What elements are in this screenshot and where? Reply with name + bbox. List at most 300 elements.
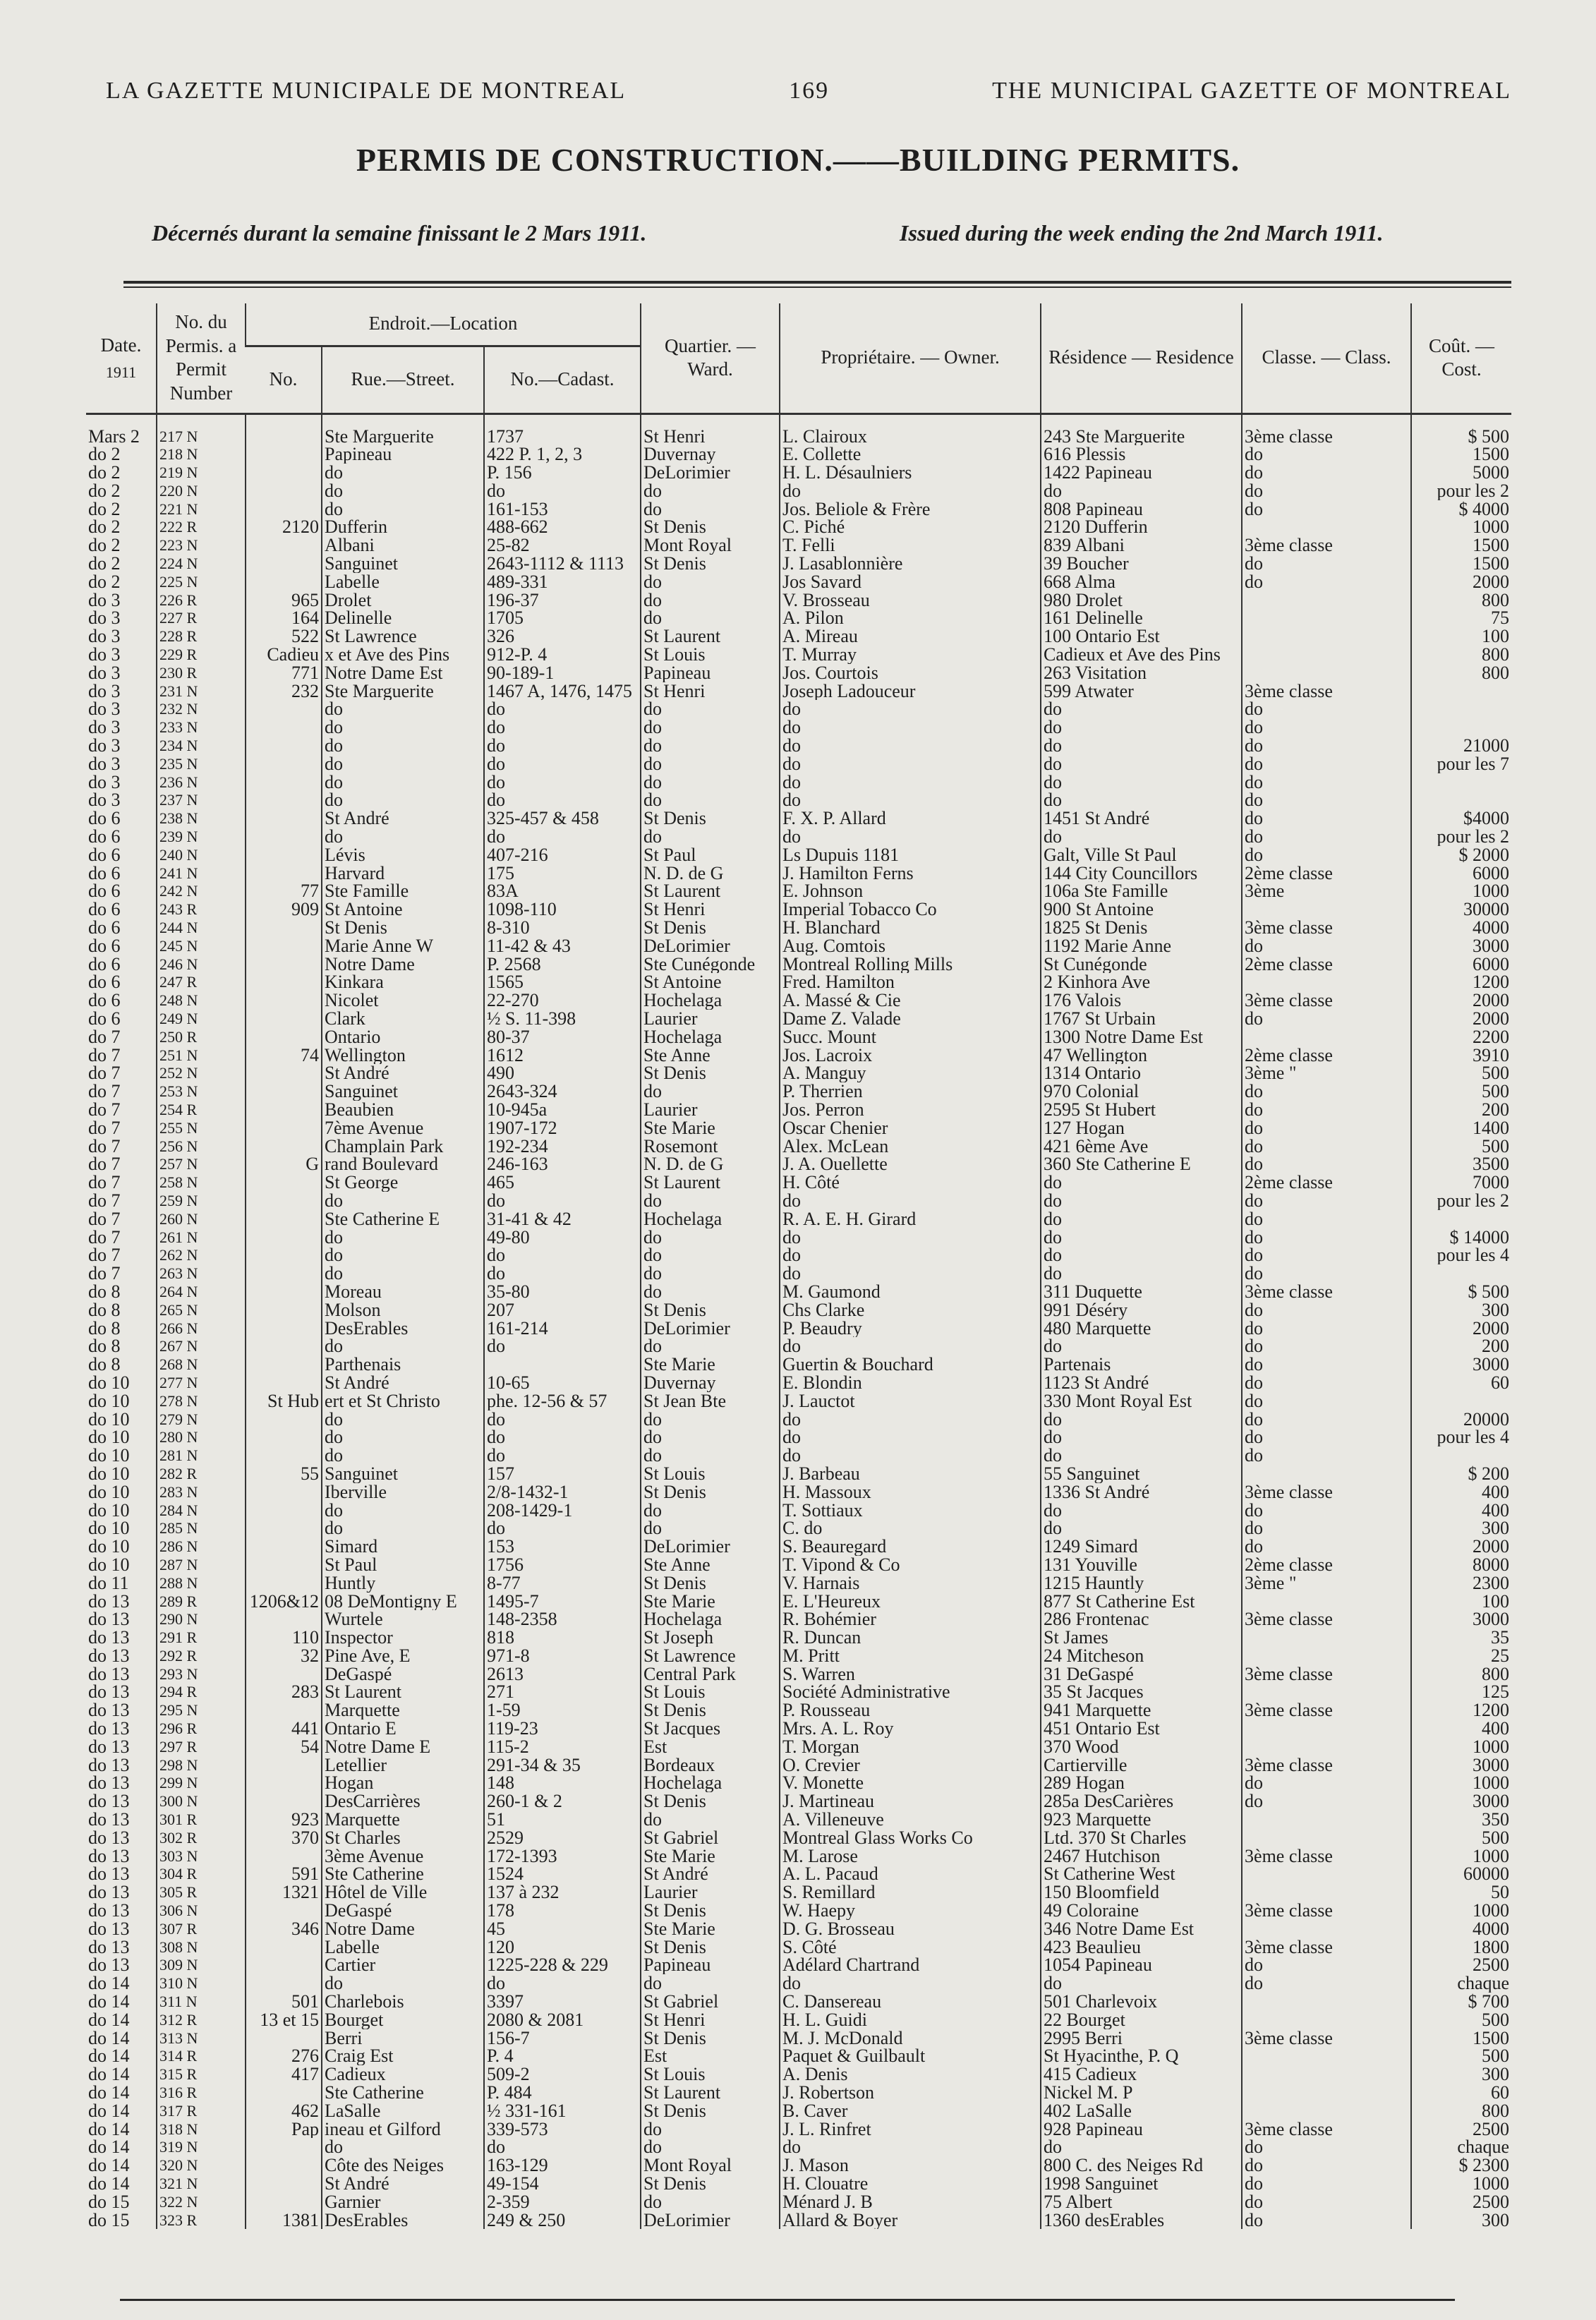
cell-cadastre: 1737 bbox=[484, 413, 641, 445]
table-row bbox=[86, 1938, 1511, 1957]
cell-cost: 2500 bbox=[1411, 2193, 1511, 2211]
cell-cadastre: 51 bbox=[484, 1811, 641, 1829]
cell-street: Ontario E bbox=[322, 1720, 484, 1738]
cell-street: x et Ave des Pins bbox=[322, 646, 484, 664]
cell-street: ineau et Gilford bbox=[322, 2120, 484, 2139]
cell-ward: do bbox=[641, 1410, 780, 1429]
cell-class bbox=[1242, 1811, 1411, 1829]
cell-date: do 13 bbox=[88, 1938, 130, 1957]
col-cost: Coût. — Cost. bbox=[1411, 303, 1511, 413]
cell-number bbox=[246, 1228, 322, 1247]
cell-cost: 3500 bbox=[1411, 1155, 1511, 1173]
cell-cadastre: 1225-228 & 229 bbox=[484, 1956, 641, 1974]
cell-permit: 249 N bbox=[157, 1010, 246, 1028]
cell-cost: 2000 bbox=[1411, 573, 1511, 591]
cell-street: Albani bbox=[322, 536, 484, 555]
cell-ward: St Denis bbox=[641, 2175, 780, 2193]
cell-ward: Duvernay bbox=[641, 1374, 780, 1392]
cell-permit: 261 N bbox=[157, 1228, 246, 1247]
permits-table-wrap bbox=[86, 303, 1511, 2229]
cell-residence: 423 Beaulieu bbox=[1041, 1938, 1242, 1957]
cell-cost: 800 bbox=[1411, 1665, 1511, 1684]
cell-owner: A. Pilon bbox=[780, 609, 1041, 627]
table-row bbox=[86, 1101, 1511, 1119]
table-row bbox=[86, 1556, 1511, 1574]
cell-street: Delinelle bbox=[322, 609, 484, 627]
table-row bbox=[86, 1119, 1511, 1137]
cell-cost: 20000 bbox=[1411, 1410, 1511, 1429]
cell-residence: do bbox=[1041, 482, 1242, 500]
table-row bbox=[86, 1173, 1511, 1192]
cell-date: do 10 bbox=[88, 1373, 130, 1392]
cell-street: Ste Catherine bbox=[322, 2084, 484, 2102]
cell-owner: J. A. Ouellette bbox=[780, 1155, 1041, 1173]
cell-class bbox=[1242, 664, 1411, 682]
cell-cadastre: 1467 A, 1476, 1475 bbox=[484, 682, 641, 701]
table-row bbox=[86, 1192, 1511, 1210]
cell-number bbox=[246, 1502, 322, 1520]
table-row bbox=[86, 1137, 1511, 1156]
cell-permit: 254 R bbox=[157, 1101, 246, 1119]
cell-permit: 314 R bbox=[157, 2047, 246, 2065]
cell-residence: St Catherine West bbox=[1041, 1865, 1242, 1883]
cell-date: do 14 bbox=[88, 2010, 130, 2029]
cell-owner: do bbox=[780, 700, 1041, 718]
cell-number bbox=[246, 413, 322, 445]
cell-ward: do bbox=[641, 2138, 780, 2156]
cell-cost bbox=[1411, 718, 1511, 737]
cell-owner: Ls Dupuis 1181 bbox=[780, 846, 1041, 864]
cell-class: 3ème bbox=[1242, 882, 1411, 900]
cell-cost: 100 bbox=[1411, 627, 1511, 646]
cell-street: Sanguinet bbox=[322, 1465, 484, 1483]
cell-number bbox=[246, 1519, 322, 1537]
cell-owner: Imperial Tobacco Co bbox=[780, 900, 1041, 919]
cell-owner: S. Beauregard bbox=[780, 1537, 1041, 1556]
cell-cadastre: 1565 bbox=[484, 973, 641, 991]
cell-residence: do bbox=[1041, 828, 1242, 846]
cell-date: do 10 bbox=[88, 1555, 130, 1574]
cell-number bbox=[246, 1374, 322, 1392]
cell-residence: do bbox=[1041, 1192, 1242, 1210]
cell-class: 3ème classe bbox=[1242, 2120, 1411, 2139]
cell-date: do 13 bbox=[88, 1610, 130, 1629]
cell-owner: C. do bbox=[780, 1519, 1041, 1537]
cell-number bbox=[246, 864, 322, 883]
table-row bbox=[86, 536, 1511, 555]
cell-cadastre: 325-457 & 458 bbox=[484, 809, 641, 828]
table-row bbox=[86, 1483, 1511, 1502]
table-row bbox=[86, 2029, 1511, 2048]
cell-date: do 8 bbox=[88, 1282, 121, 1301]
cell-street: Moreau bbox=[322, 1283, 484, 1301]
cell-residence: do bbox=[1041, 1337, 1242, 1355]
cell-owner: M. Larose bbox=[780, 1847, 1041, 1866]
cell-permit: 258 N bbox=[157, 1173, 246, 1192]
table-row bbox=[86, 2156, 1511, 2175]
cell-ward: Laurier bbox=[641, 1101, 780, 1119]
cell-street: Labelle bbox=[322, 573, 484, 591]
cell-class bbox=[1242, 518, 1411, 536]
cell-owner: E. Blondin bbox=[780, 1374, 1041, 1392]
top-rule-thin bbox=[123, 286, 1511, 288]
cell-class: do bbox=[1242, 1319, 1411, 1338]
cell-cadastre: 326 bbox=[484, 627, 641, 646]
cell-permit: 223 N bbox=[157, 536, 246, 555]
cell-permit: 302 R bbox=[157, 1829, 246, 1847]
cell-cadastre: 45 bbox=[484, 1920, 641, 1938]
cell-cost: 300 bbox=[1411, 2065, 1511, 2084]
cell-ward: St Jacques bbox=[641, 1720, 780, 1738]
cell-owner: T. Morgan bbox=[780, 1738, 1041, 1756]
cell-street: St Paul bbox=[322, 1556, 484, 1574]
cell-residence: 1767 St Urbain bbox=[1041, 1010, 1242, 1028]
cell-number: 462 bbox=[246, 2102, 322, 2120]
cell-date: do 7 bbox=[88, 1191, 121, 1210]
cell-owner: E. Johnson bbox=[780, 882, 1041, 900]
cell-number bbox=[246, 2156, 322, 2175]
cell-ward: St Denis bbox=[641, 1938, 780, 1957]
cell-owner: A. Villeneuve bbox=[780, 1811, 1041, 1829]
cell-date: do 2 bbox=[88, 500, 121, 519]
cell-cadastre: 489-331 bbox=[484, 573, 641, 591]
col-date bbox=[86, 303, 157, 413]
cell-street: Notre Dame Est bbox=[322, 664, 484, 682]
table-row bbox=[86, 864, 1511, 883]
col-year-label: 1911 bbox=[105, 363, 137, 382]
cell-residence: 360 Ste Catherine E bbox=[1041, 1155, 1242, 1173]
cell-owner: C. Piché bbox=[780, 518, 1041, 536]
cell-owner: P. Therrien bbox=[780, 1082, 1041, 1101]
cell-cadastre: 260-1 & 2 bbox=[484, 1792, 641, 1811]
cell-cadastre: 163-129 bbox=[484, 2156, 641, 2175]
cell-class bbox=[1242, 1629, 1411, 1647]
cell-residence: Ltd. 370 St Charles bbox=[1041, 1829, 1242, 1847]
table-row bbox=[86, 464, 1511, 482]
cell-ward: do bbox=[641, 773, 780, 792]
cell-cost: 350 bbox=[1411, 1811, 1511, 1829]
cell-street: do bbox=[322, 1974, 484, 1993]
cell-owner: H. L. Guidi bbox=[780, 2011, 1041, 2029]
cell-class: 3ème classe bbox=[1242, 1756, 1411, 1775]
cell-owner: O. Crevier bbox=[780, 1756, 1041, 1775]
cell-class: do bbox=[1242, 1974, 1411, 1993]
cell-owner: R. Bohémier bbox=[780, 1610, 1041, 1629]
cell-date: do 3 bbox=[88, 718, 121, 737]
cell-street: Hogan bbox=[322, 1774, 484, 1792]
cell-date: do 13 bbox=[88, 1720, 130, 1738]
cell-ward: do bbox=[641, 1428, 780, 1446]
cell-residence: 1451 St André bbox=[1041, 809, 1242, 828]
cell-date: do 3 bbox=[88, 646, 121, 664]
cell-ward: do bbox=[641, 500, 780, 519]
cell-number bbox=[246, 846, 322, 864]
cell-owner: W. Haepy bbox=[780, 1902, 1041, 1920]
cell-class: do bbox=[1242, 755, 1411, 773]
cell-cost: 8000 bbox=[1411, 1556, 1511, 1574]
cell-class: do bbox=[1242, 737, 1411, 755]
cell-permit: 242 N bbox=[157, 882, 246, 900]
cell-ward: St Jean Bte bbox=[641, 1392, 780, 1410]
col-street: Rue.—Street. bbox=[322, 346, 484, 413]
cell-cost: 800 bbox=[1411, 591, 1511, 610]
cell-permit: 307 R bbox=[157, 1920, 246, 1938]
cell-cost: 75 bbox=[1411, 609, 1511, 627]
cell-residence: 451 Ontario Est bbox=[1041, 1720, 1242, 1738]
cell-number bbox=[246, 1210, 322, 1228]
cell-permit: 313 N bbox=[157, 2029, 246, 2048]
cell-date: do 14 bbox=[88, 2175, 130, 2193]
cell-residence: Cartierville bbox=[1041, 1756, 1242, 1775]
cell-ward: St Denis bbox=[641, 2029, 780, 2048]
cell-cadastre: do bbox=[484, 1246, 641, 1264]
cell-street: do bbox=[322, 773, 484, 792]
cell-owner: Alex. McLean bbox=[780, 1137, 1041, 1156]
cell-number bbox=[246, 755, 322, 773]
cell-cadastre: 465 bbox=[484, 1173, 641, 1192]
cell-permit: 309 N bbox=[157, 1956, 246, 1974]
cell-residence: Galt, Ville St Paul bbox=[1041, 846, 1242, 864]
table-row bbox=[86, 773, 1511, 792]
cell-cost: 400 bbox=[1411, 1720, 1511, 1738]
cell-date: do 14 bbox=[88, 2047, 130, 2066]
cell-owner: J. Martineau bbox=[780, 1792, 1041, 1811]
cell-owner: Jos. Beliole & Frère bbox=[780, 500, 1041, 519]
permits-table bbox=[86, 303, 1511, 2229]
cell-cost: 30000 bbox=[1411, 900, 1511, 919]
cell-ward: St Gabriel bbox=[641, 1829, 780, 1847]
cell-street: Cartier bbox=[322, 1956, 484, 1974]
table-row bbox=[86, 555, 1511, 573]
cell-owner: Dame Z. Valade bbox=[780, 1010, 1041, 1028]
table-row bbox=[86, 1792, 1511, 1811]
cell-ward: do bbox=[641, 1446, 780, 1465]
cell-class: do bbox=[1242, 1246, 1411, 1264]
cell-permit: 250 R bbox=[157, 1028, 246, 1046]
cell-ward: Est bbox=[641, 2047, 780, 2065]
cell-class bbox=[1242, 609, 1411, 627]
table-row bbox=[86, 591, 1511, 610]
cell-street: Clark bbox=[322, 1010, 484, 1028]
cell-owner: Société Administrative bbox=[780, 1683, 1041, 1701]
cell-street: St George bbox=[322, 1173, 484, 1192]
cell-street: Marquette bbox=[322, 1701, 484, 1720]
table-row bbox=[86, 1993, 1511, 2011]
cell-date: do 3 bbox=[88, 773, 121, 792]
cell-owner: P. Beaudry bbox=[780, 1319, 1041, 1338]
cell-cost bbox=[1411, 1392, 1511, 1410]
cell-permit: 218 N bbox=[157, 445, 246, 464]
cell-cost: 1200 bbox=[1411, 1701, 1511, 1720]
cell-owner: M. Gaumond bbox=[780, 1283, 1041, 1301]
cell-owner: do bbox=[780, 2138, 1041, 2156]
cell-class bbox=[1242, 1647, 1411, 1665]
table-row bbox=[86, 445, 1511, 464]
cell-cost: 1500 bbox=[1411, 536, 1511, 555]
cell-number bbox=[246, 773, 322, 792]
cell-number bbox=[246, 2084, 322, 2102]
cell-owner: S. Remillard bbox=[780, 1883, 1041, 1902]
cell-cadastre: do bbox=[484, 737, 641, 755]
cell-number: 276 bbox=[246, 2047, 322, 2065]
cell-class: do bbox=[1242, 2175, 1411, 2193]
cell-owner: do bbox=[780, 1428, 1041, 1446]
cell-date: do 8 bbox=[88, 1300, 121, 1319]
cell-street: Pine Ave, E bbox=[322, 1647, 484, 1665]
cell-residence: 839 Albani bbox=[1041, 536, 1242, 555]
cell-residence: Nickel M. P bbox=[1041, 2084, 1242, 2102]
cell-street: Sanguinet bbox=[322, 555, 484, 573]
cell-cadastre: 175 bbox=[484, 864, 641, 883]
cell-date: do 7 bbox=[88, 1118, 121, 1137]
cell-permit: 308 N bbox=[157, 1938, 246, 1957]
cell-ward: do bbox=[641, 1337, 780, 1355]
cell-cost: $ 2000 bbox=[1411, 846, 1511, 864]
cell-cost: 3000 bbox=[1411, 1610, 1511, 1629]
cell-ward: Ste Marie bbox=[641, 1920, 780, 1938]
cell-class: do bbox=[1242, 718, 1411, 737]
cell-residence: do bbox=[1041, 718, 1242, 737]
cell-cost: 800 bbox=[1411, 664, 1511, 682]
cell-permit: 317 R bbox=[157, 2102, 246, 2120]
cell-cost: 800 bbox=[1411, 646, 1511, 664]
table-row bbox=[86, 1574, 1511, 1593]
cell-date: do 10 bbox=[88, 1391, 130, 1410]
table-row bbox=[86, 2065, 1511, 2084]
cell-ward: DeLorimier bbox=[641, 2211, 780, 2230]
cell-permit: 239 N bbox=[157, 828, 246, 846]
page-title: PERMIS DE CONSTRUCTION.——BUILDING PERMITS. bbox=[356, 142, 1240, 178]
cell-class: do bbox=[1242, 1101, 1411, 1119]
cell-cadastre: ½ S. 11-398 bbox=[484, 1010, 641, 1028]
cell-residence: 1300 Notre Dame Est bbox=[1041, 1028, 1242, 1046]
cell-ward: do bbox=[641, 1246, 780, 1264]
cell-cadastre: P. 4 bbox=[484, 2047, 641, 2065]
cell-cadastre: 80-37 bbox=[484, 1028, 641, 1046]
cell-cadastre: 971-8 bbox=[484, 1647, 641, 1665]
cell-owner: Jos. Perron bbox=[780, 1101, 1041, 1119]
cell-class bbox=[1242, 1465, 1411, 1483]
cell-cadastre: 208-1429-1 bbox=[484, 1502, 641, 1520]
table-row bbox=[86, 882, 1511, 900]
cell-ward: Ste Anne bbox=[641, 1556, 780, 1574]
cell-class bbox=[1242, 627, 1411, 646]
table-row bbox=[86, 1865, 1511, 1883]
cell-cadastre: 49-80 bbox=[484, 1228, 641, 1247]
cell-cost: $ 500 bbox=[1411, 413, 1511, 445]
table-row bbox=[86, 1374, 1511, 1392]
cell-owner: Montreal Glass Works Co bbox=[780, 1829, 1041, 1847]
cell-residence: 991 Déséry bbox=[1041, 1301, 1242, 1319]
cell-cost: 60 bbox=[1411, 2084, 1511, 2102]
cell-ward: St Denis bbox=[641, 1483, 780, 1502]
cell-class: do bbox=[1242, 1119, 1411, 1137]
cell-cadastre: 178 bbox=[484, 1902, 641, 1920]
cell-number bbox=[246, 1101, 322, 1119]
cell-cost: 7000 bbox=[1411, 1173, 1511, 1192]
cell-number: 346 bbox=[246, 1920, 322, 1938]
cell-permit: 284 N bbox=[157, 1502, 246, 1520]
cell-class: 3ème classe bbox=[1242, 536, 1411, 555]
cell-street: St André bbox=[322, 2175, 484, 2193]
cell-date: do 3 bbox=[88, 627, 121, 646]
cell-residence: do bbox=[1041, 1974, 1242, 1993]
cell-permit: 228 R bbox=[157, 627, 246, 646]
cell-ward: St Denis bbox=[641, 518, 780, 536]
cell-cadastre: 1705 bbox=[484, 609, 641, 627]
cell-residence: 1336 St André bbox=[1041, 1483, 1242, 1502]
cell-owner: do bbox=[780, 1446, 1041, 1465]
cell-residence: 1314 Ontario bbox=[1041, 1064, 1242, 1082]
table-row bbox=[86, 1811, 1511, 1829]
cell-residence: St Cunégonde bbox=[1041, 955, 1242, 974]
cell-street: do bbox=[322, 1264, 484, 1283]
table-row bbox=[86, 1319, 1511, 1338]
cell-number: 522 bbox=[246, 627, 322, 646]
cell-number bbox=[246, 1283, 322, 1301]
cell-cost: 21000 bbox=[1411, 737, 1511, 755]
cell-date: do 8 bbox=[88, 1337, 121, 1356]
cell-street: Ste Marguerite bbox=[322, 682, 484, 701]
cell-street: do bbox=[322, 1502, 484, 1520]
cell-class bbox=[1242, 900, 1411, 919]
cell-permit: 315 R bbox=[157, 2065, 246, 2084]
cell-date: do 7 bbox=[88, 1246, 121, 1265]
cell-permit: 299 N bbox=[157, 1774, 246, 1792]
cell-street: LaSalle bbox=[322, 2102, 484, 2120]
cell-street: Charlebois bbox=[322, 1993, 484, 2011]
cell-owner: M. J. McDonald bbox=[780, 2029, 1041, 2048]
cell-street: St André bbox=[322, 809, 484, 828]
cell-number bbox=[246, 1064, 322, 1082]
cell-cost: 1500 bbox=[1411, 555, 1511, 573]
cell-ward: do bbox=[641, 1082, 780, 1101]
cell-number bbox=[246, 1319, 322, 1338]
cell-number: 77 bbox=[246, 882, 322, 900]
cell-class bbox=[1242, 2102, 1411, 2120]
cell-cost: pour les 4 bbox=[1411, 1428, 1511, 1446]
cell-date: do 3 bbox=[88, 737, 121, 755]
cell-street: Garnier bbox=[322, 2193, 484, 2211]
cell-ward: N. D. de G bbox=[641, 864, 780, 883]
cell-residence: 106a Ste Famille bbox=[1041, 882, 1242, 900]
cell-permit: 253 N bbox=[157, 1082, 246, 1101]
cell-class bbox=[1242, 646, 1411, 664]
cell-class: do bbox=[1242, 1192, 1411, 1210]
cell-class: do bbox=[1242, 1956, 1411, 1974]
cell-owner: do bbox=[780, 482, 1041, 500]
cell-date: do 7 bbox=[88, 1137, 121, 1156]
cell-ward: do bbox=[641, 1811, 780, 1829]
cell-street: Hôtel de Ville bbox=[322, 1883, 484, 1902]
cell-class: do bbox=[1242, 1355, 1411, 1374]
cell-cost: 3910 bbox=[1411, 1046, 1511, 1065]
cell-class bbox=[1242, 591, 1411, 610]
cell-street: do bbox=[322, 1337, 484, 1355]
cell-residence: 923 Marquette bbox=[1041, 1811, 1242, 1829]
cell-date: do 14 bbox=[88, 2120, 130, 2139]
cell-street: Côte des Neiges bbox=[322, 2156, 484, 2175]
cell-permit: 304 R bbox=[157, 1865, 246, 1883]
cell-ward: St Denis bbox=[641, 809, 780, 828]
cell-permit: 287 N bbox=[157, 1556, 246, 1574]
cell-date: do 13 bbox=[88, 1792, 130, 1811]
table-row bbox=[86, 919, 1511, 937]
cell-cadastre: 2/8-1432-1 bbox=[484, 1483, 641, 1502]
cell-class: do bbox=[1242, 1264, 1411, 1283]
cell-number bbox=[246, 464, 322, 482]
cell-street: Letellier bbox=[322, 1756, 484, 1775]
